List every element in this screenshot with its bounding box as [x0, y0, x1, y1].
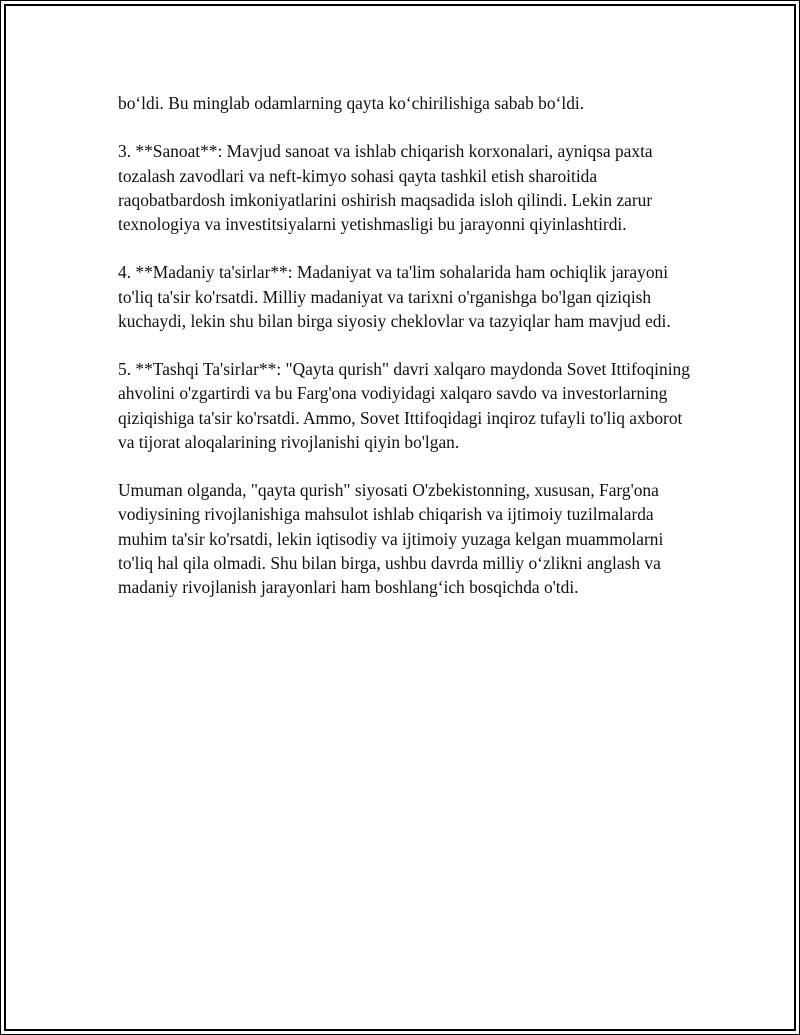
- document-body: [118, 91, 698, 623]
- paragraph-continuation: bo‘ldi. Bu minglab odamlarning qayta ko‘chirilishiga sabab bo‘ldi.: [118, 93, 585, 113]
- paragraph-sanoat: 3. **Sanoat**: Mavjud sanoat va ishlab chiqarish korxonalari, ayniqsa paxta tozalash zavodlari va neft-kimyo sohasi qayta tashkil etish sharoitida raqobatbardosh imkoniyatlarini oshirish maqsadida isloh qilindi. Lekin zarur texnologiya va investitsiyalarni yetishmasligi bu jarayonni qiyinlashtirdi.: [118, 141, 653, 234]
- paragraph-conclusion: Umuman olganda, "qayta qurish" siyosati O'zbekistonning, xususan, Farg'ona vodiysining rivojlanishiga mahsulot ishlab chiqarish va ijtimoiy tuzilmalarda muhim ta'sir ko'rsatdi, lekin iqtisodiy va ijtimoiy yuzaga kelgan muammolarni to'liq hal qila olmadi. Shu bilan birga, ushbu davrda milliy o‘zlikni anglash va madaniy rivojlanish jarayonlari ham boshlang‘ich bosqichda o'tdi.: [118, 480, 664, 597]
- paragraph-tashqi-tasirlar: 5. **Tashqi Ta'sirlar**: "Qayta qurish" davri xalqaro maydonda Sovet Ittifoqining ahvolini o'zgartirdi va bu Farg'ona vodiyidagi xalqaro savdo va investorlarning qiziqishiga ta'sir ko'rsatdi. Ammo, Sovet Ittifoqidagi inqiroz tufayli to'liq axborot va tijorat aloqalarining rivojlanishi qiyin bo'lgan.: [118, 359, 690, 452]
- paragraph-madaniy-tasirlar: 4. **Madaniy ta'sirlar**: Madaniyat va ta'lim sohalarida ham ochiqlik jarayoni to'liq ta'sir ko'rsatdi. Milliy madaniyat va tarixni o'rganishga bo'lgan qiziqish kuchaydi, lekin shu bilan birga siyosiy cheklovlar va tazyiqlar ham mavjud edi.: [118, 262, 671, 331]
